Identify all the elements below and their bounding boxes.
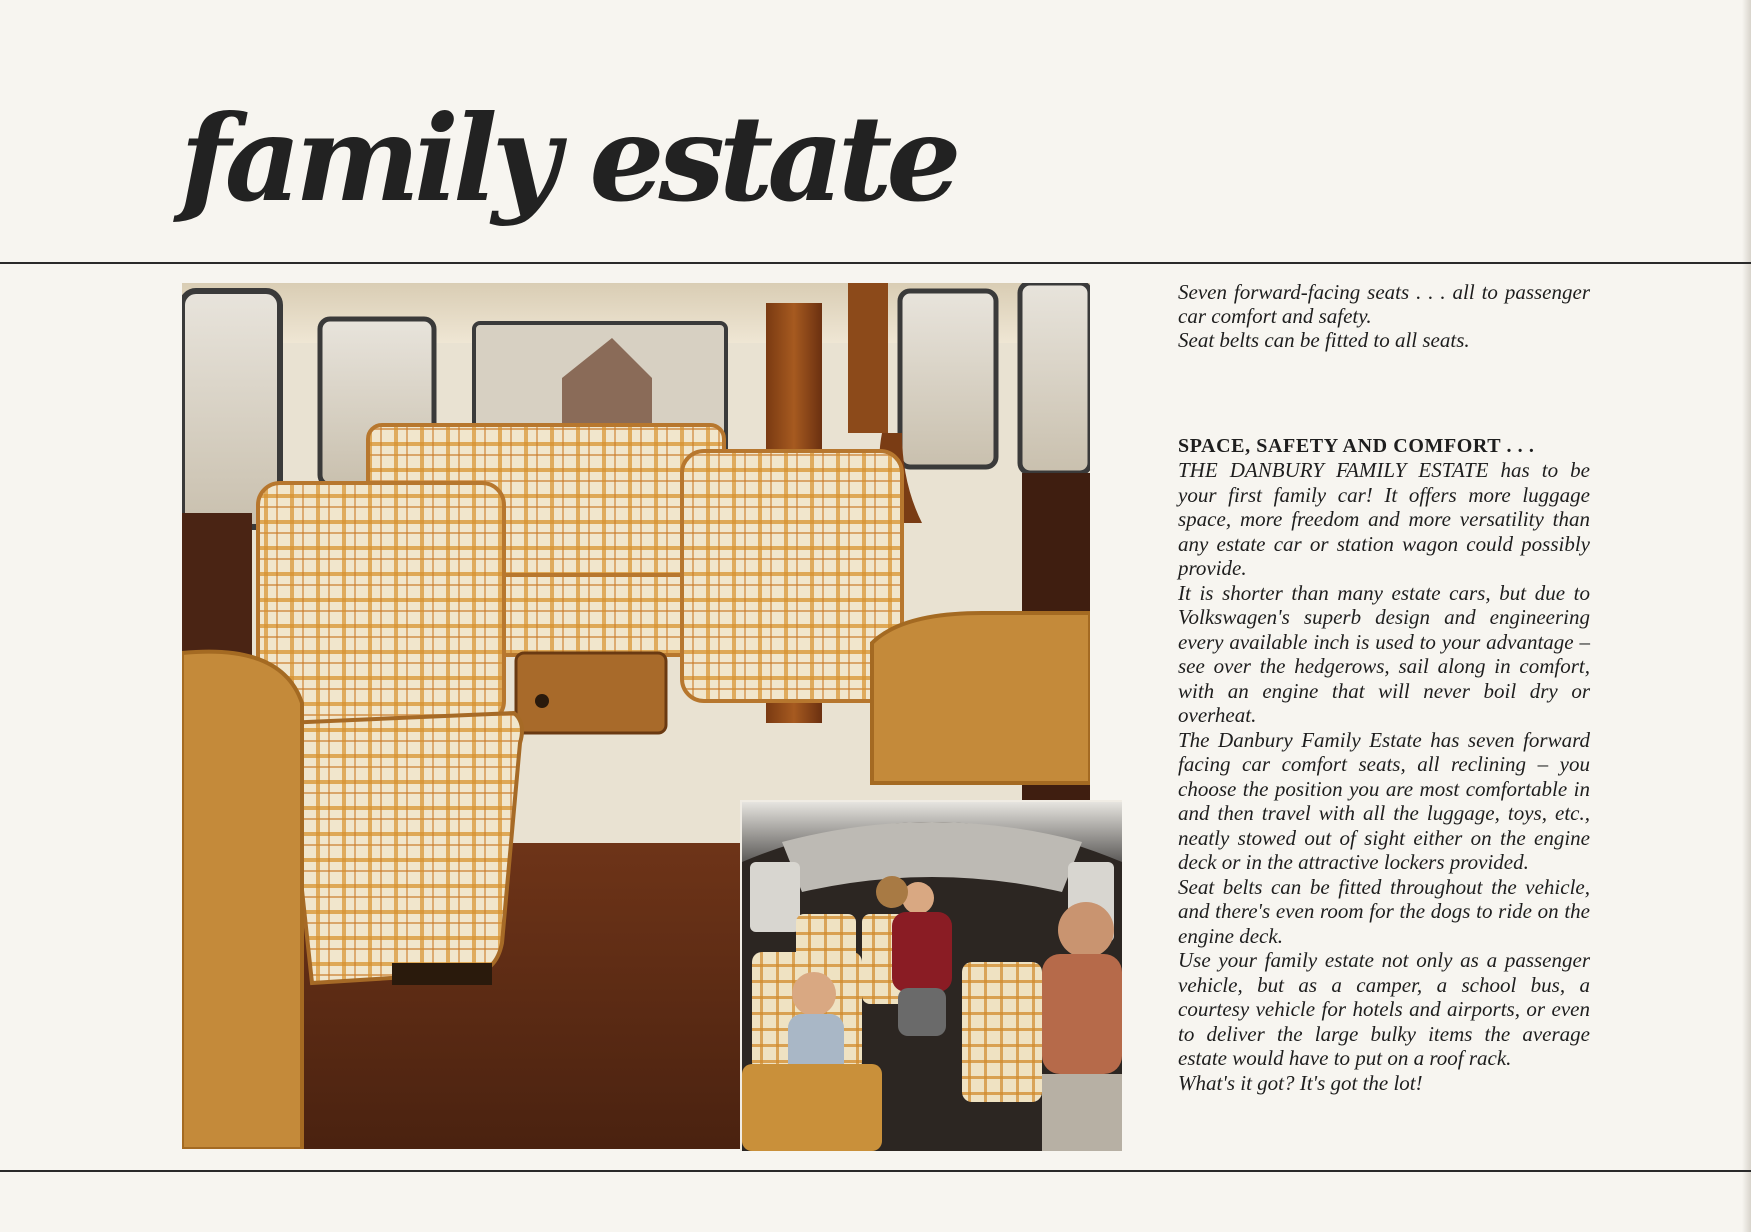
bottom-divider [0, 1170, 1751, 1172]
intro-line: Seven forward-facing seats . . . all to passenger car comfort and safety. [1178, 280, 1590, 328]
intro-caption [1178, 280, 1590, 352]
top-divider [0, 262, 1751, 264]
article-body [1178, 434, 1590, 1095]
article-paragraph: THE DANBURY FAMILY ESTATE has to be your first family car! It offers more luggage space, more freedom and more versatility than any estate car or station wagon could possibly provide. [1178, 458, 1590, 580]
article-paragraph: It is shorter than many estate cars, but due to Volkswagen's superb design and engineering every available inch is used to your advantage – see over the hedgerows, sail along in comfort, with an engine that will never boil dry or overheat. [1178, 580, 1590, 727]
page-edge [1742, 0, 1751, 1232]
article-paragraph: Use your family estate not only as a passenger vehicle, but as a camper, a school bus, a courtesy vehicle for hotels and airports, or even to deliver the large bulky items the average estate would have to put on a roof rack. [1178, 948, 1590, 1070]
article-heading: SPACE, SAFETY AND COMFORT . . . [1178, 435, 1535, 457]
article-paragraph: What's it got? It's got the lot! [1178, 1070, 1423, 1095]
family-inset-illustration [742, 802, 1122, 1151]
article-paragraph: Seat belts can be fitted throughout the vehicle, and there's even room for the dogs to ride on the engine deck. [1178, 874, 1590, 948]
intro-line: Seat belts can be fitted to all seats. [1178, 328, 1470, 352]
family-inset-photo [740, 800, 1122, 1151]
page-title: family estate [180, 89, 956, 228]
article-paragraph: The Danbury Family Estate has seven forward facing car comfort seats, all reclining – you choose the position you are most comfortable in and then travel with all the luggage, toys, etc., neatly stowed out of sight either on the engine deck or in the attractive lockers provided. [1178, 727, 1590, 874]
